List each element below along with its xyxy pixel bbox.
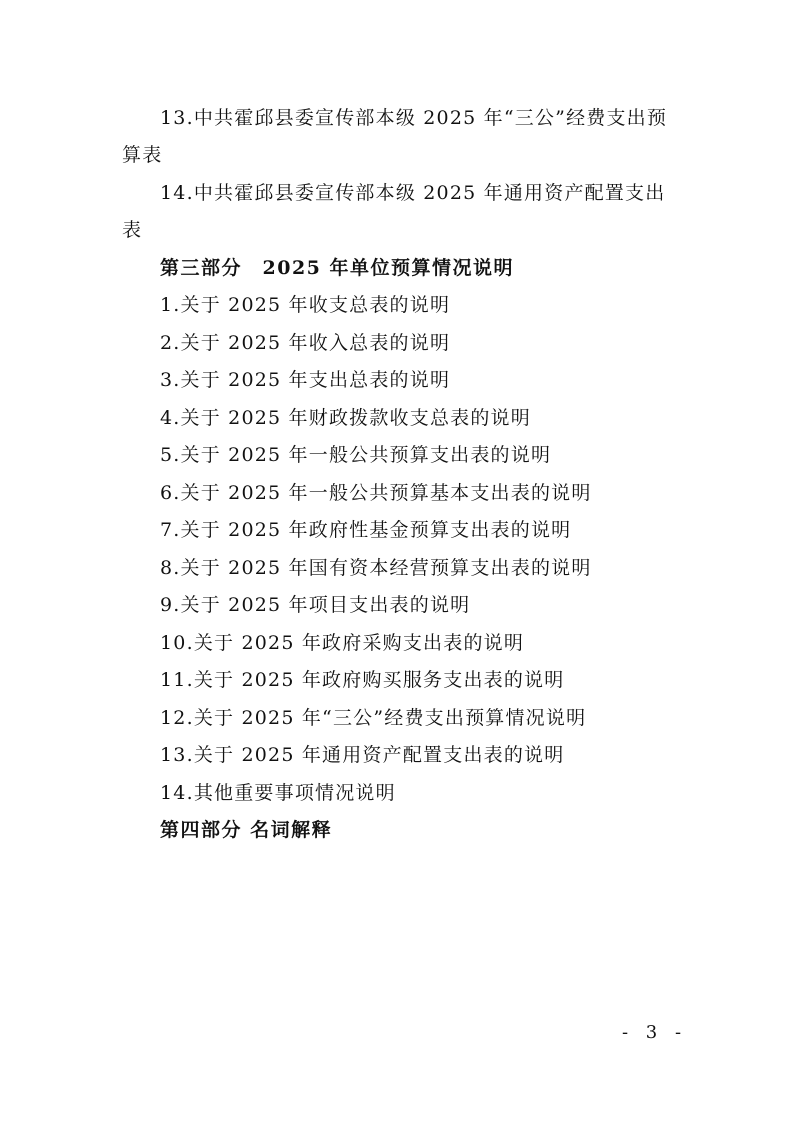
list-item: 9.关于 2025 年项目支出表的说明 [160,594,471,616]
list-item: 7.关于 2025 年政府性基金预算支出表的说明 [160,519,572,541]
list-item: 12.关于 2025 年“三公”经费支出预算情况说明 [160,707,587,729]
list-item: 4.关于 2025 年财政拨款收支总表的说明 [160,407,531,429]
list-item: 13.中共霍邱县委宣传部本级 2025 年“三公”经费支出预 [160,107,668,129]
list-item: 14.中共霍邱县委宣传部本级 2025 年通用资产配置支出 [160,182,666,204]
section-heading-part3: 第三部分 2025 年单位预算情况说明 [160,257,514,279]
list-item: 6.关于 2025 年一般公共预算基本支出表的说明 [160,482,592,504]
list-item: 3.关于 2025 年支出总表的说明 [160,369,451,391]
list-item-continuation: 算表 [122,144,163,166]
list-item: 11.关于 2025 年政府购买服务支出表的说明 [160,669,565,691]
page-number: - 3 - [622,1022,688,1043]
list-item: 8.关于 2025 年国有资本经营预算支出表的说明 [160,557,592,579]
list-item: 10.关于 2025 年政府采购支出表的说明 [160,632,525,654]
list-item-continuation: 表 [122,219,143,241]
list-item: 1.关于 2025 年收支总表的说明 [160,294,451,316]
list-item: 14.其他重要事项情况说明 [160,782,396,804]
list-item: 5.关于 2025 年一般公共预算支出表的说明 [160,444,552,466]
list-item: 2.关于 2025 年收入总表的说明 [160,332,451,354]
list-item: 13.关于 2025 年通用资产配置支出表的说明 [160,744,565,766]
section-heading-part4: 第四部分 名词解释 [160,819,333,841]
